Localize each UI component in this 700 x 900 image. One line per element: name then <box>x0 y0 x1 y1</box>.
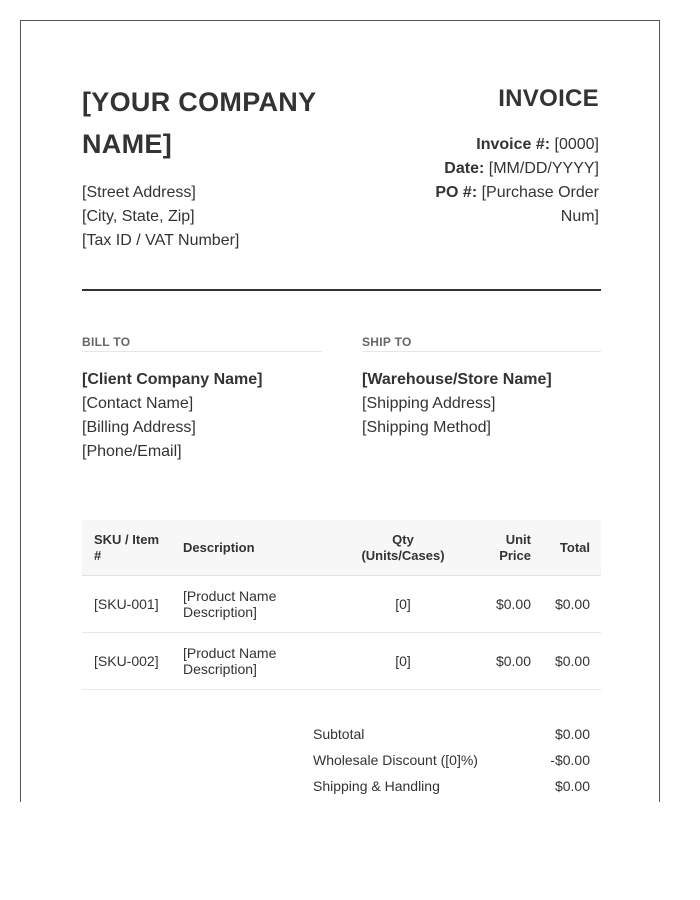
company-address-block <box>82 181 239 253</box>
invoice-po-value: [Purchase Order Num] <box>481 184 599 225</box>
company-tax-id: [Tax ID / VAT Number] <box>82 232 240 249</box>
row-sku: [SKU-002] <box>94 653 159 669</box>
invoice-date-label: Date: <box>444 160 485 177</box>
row-unit-price: $0.00 <box>495 596 531 612</box>
row-qty: [0] <box>395 653 411 669</box>
ship-to-method: [Shipping Method] <box>362 419 491 436</box>
header-qty: Qty (Units/Cases) <box>361 531 445 563</box>
bill-to-block <box>82 368 262 464</box>
ship-to-block <box>362 368 552 440</box>
header-unit-price: Unit Price <box>499 531 531 563</box>
totals-block <box>313 721 590 799</box>
table-row <box>82 576 601 633</box>
header-sku: SKU / Item # <box>94 531 160 563</box>
subtotal-row <box>313 721 590 747</box>
invoice-number-label: Invoice #: <box>476 136 551 153</box>
table-header <box>82 520 601 576</box>
bill-to-divider <box>82 351 322 352</box>
bill-to-label: BILL TO <box>82 335 131 349</box>
bill-to-contact: [Contact Name] <box>82 395 194 412</box>
invoice-po <box>399 181 599 229</box>
invoice-date <box>399 157 599 181</box>
bill-to-company: [Client Company Name] <box>82 371 263 388</box>
ship-to-label: SHIP TO <box>362 335 412 349</box>
row-total: $0.00 <box>554 653 590 669</box>
company-street: [Street Address] <box>82 184 196 201</box>
discount-label: Wholesale Discount ([0]%) <box>313 752 478 768</box>
row-description: [Product Name Description] <box>183 645 277 677</box>
invoice-number-value: [0000] <box>554 136 599 153</box>
ship-to-divider <box>362 351 601 352</box>
invoice-number <box>399 133 599 157</box>
invoice-title: INVOICE <box>498 85 599 112</box>
subtotal-value: $0.00 <box>554 726 590 742</box>
line-items-table <box>82 520 601 690</box>
bill-to-phone-email: [Phone/Email] <box>82 443 182 460</box>
company-name: [YOUR COMPANY NAME] <box>82 87 316 159</box>
ship-to-address: [Shipping Address] <box>362 395 496 412</box>
row-total: $0.00 <box>554 596 590 612</box>
row-description: [Product Name Description] <box>183 588 277 620</box>
row-unit-price: $0.00 <box>495 653 531 669</box>
company-city: [City, State, Zip] <box>82 208 195 225</box>
invoice-page <box>20 20 660 802</box>
header-divider <box>82 289 601 291</box>
row-sku: [SKU-001] <box>94 596 159 612</box>
shipping-value: $0.00 <box>554 778 590 794</box>
row-qty: [0] <box>395 596 411 612</box>
invoice-po-label: PO #: <box>435 184 478 201</box>
ship-to-name: [Warehouse/Store Name] <box>362 371 552 388</box>
header-total: Total <box>559 539 590 555</box>
shipping-label: Shipping & Handling <box>313 778 440 794</box>
invoice-date-value: [MM/DD/YYYY] <box>488 160 599 177</box>
subtotal-label: Subtotal <box>313 726 365 742</box>
header-description: Description <box>183 539 255 555</box>
invoice-meta <box>399 133 599 229</box>
discount-row <box>313 747 590 773</box>
table-row <box>82 633 601 690</box>
bill-to-address: [Billing Address] <box>82 419 196 436</box>
discount-value: -$0.00 <box>550 752 590 768</box>
shipping-row <box>313 773 590 799</box>
